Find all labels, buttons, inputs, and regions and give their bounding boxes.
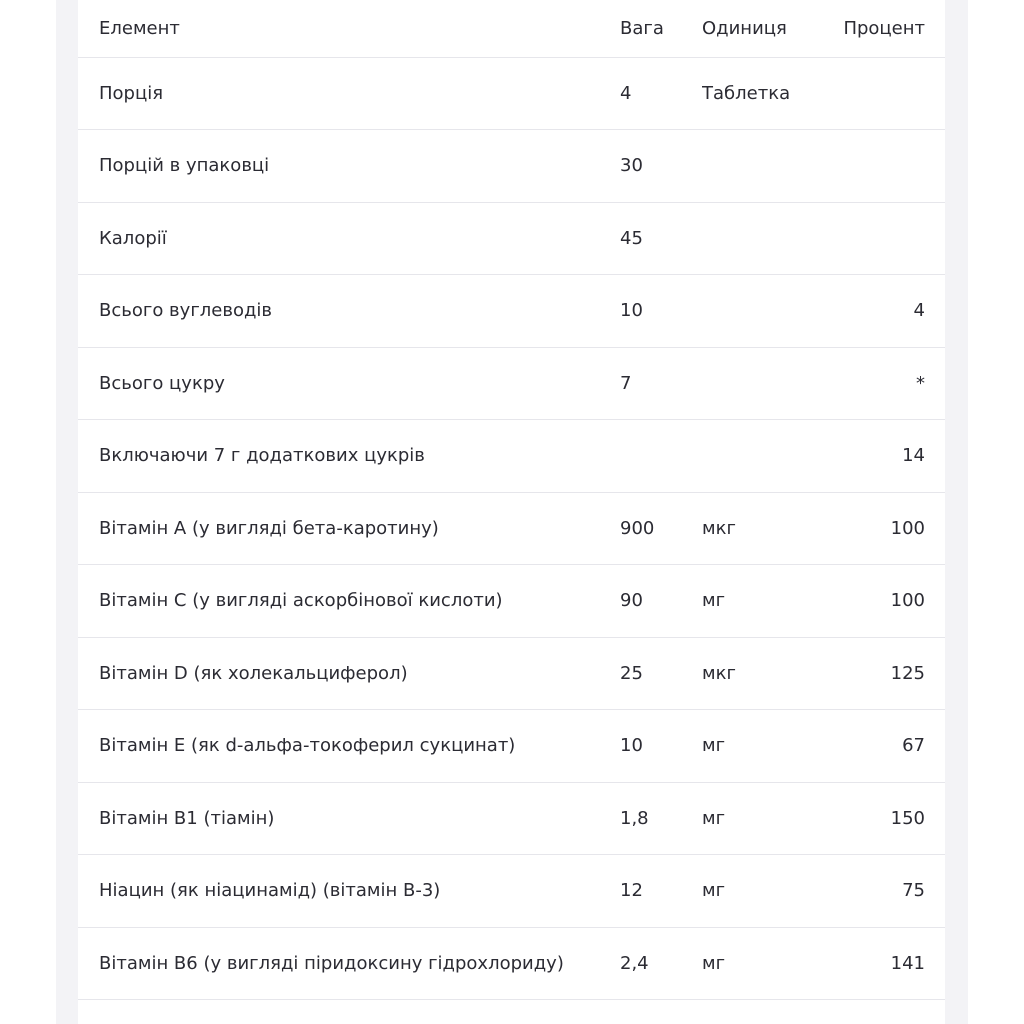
cell-weight bbox=[620, 420, 702, 493]
cell-weight: 10 bbox=[620, 275, 702, 348]
cell-percent: 4 bbox=[820, 275, 945, 348]
cell-element: Порцій в упаковці bbox=[78, 130, 620, 203]
cell-unit: Таблетка bbox=[702, 57, 820, 130]
nutrition-table bbox=[78, 0, 945, 1000]
cell-percent: 141 bbox=[820, 927, 945, 1000]
cell-unit bbox=[702, 347, 820, 420]
cell-weight: 2,4 bbox=[620, 927, 702, 1000]
table-row bbox=[78, 782, 945, 855]
cell-unit: мг bbox=[702, 782, 820, 855]
header-element: Елемент bbox=[78, 0, 620, 57]
cell-element: Всього цукру bbox=[78, 347, 620, 420]
table-row bbox=[78, 855, 945, 928]
cell-element: Вітамін B1 (тіамін) bbox=[78, 782, 620, 855]
cell-element: Вітамін A (у вигляді бета-каротину) bbox=[78, 492, 620, 565]
table-row bbox=[78, 420, 945, 493]
cell-weight: 30 bbox=[620, 130, 702, 203]
header-weight: Вага bbox=[620, 0, 702, 57]
header-row bbox=[78, 0, 945, 57]
cell-percent: 67 bbox=[820, 710, 945, 783]
cell-element: Вітамін B6 (у вигляді піридоксину гідрохлориду) bbox=[78, 927, 620, 1000]
table-header bbox=[78, 0, 945, 57]
header-percent: Процент bbox=[820, 0, 945, 57]
cell-unit: мкг bbox=[702, 637, 820, 710]
cell-element: Вітамін E (як d-альфа-токоферил сукцинат) bbox=[78, 710, 620, 783]
cell-weight: 7 bbox=[620, 347, 702, 420]
cell-weight: 45 bbox=[620, 202, 702, 275]
cell-element: Включаючи 7 г додаткових цукрів bbox=[78, 420, 620, 493]
cell-percent: * bbox=[820, 347, 945, 420]
cell-element: Вітамін D (як холекальциферол) bbox=[78, 637, 620, 710]
table-row bbox=[78, 57, 945, 130]
cell-percent: 100 bbox=[820, 492, 945, 565]
cell-unit: мг bbox=[702, 927, 820, 1000]
table-row bbox=[78, 637, 945, 710]
table-row bbox=[78, 492, 945, 565]
cell-unit: мг bbox=[702, 565, 820, 638]
table-row bbox=[78, 927, 945, 1000]
table-row bbox=[78, 565, 945, 638]
cell-unit: мг bbox=[702, 710, 820, 783]
header-unit: Одиниця bbox=[702, 0, 820, 57]
cell-weight: 25 bbox=[620, 637, 702, 710]
cell-unit bbox=[702, 275, 820, 348]
cell-percent: 150 bbox=[820, 782, 945, 855]
cell-element: Калорії bbox=[78, 202, 620, 275]
table-row bbox=[78, 347, 945, 420]
table-row bbox=[78, 275, 945, 348]
cell-weight: 4 bbox=[620, 57, 702, 130]
cell-weight: 90 bbox=[620, 565, 702, 638]
cell-weight: 12 bbox=[620, 855, 702, 928]
cell-percent: 75 bbox=[820, 855, 945, 928]
cell-percent: 125 bbox=[820, 637, 945, 710]
cell-unit bbox=[702, 130, 820, 203]
cell-percent bbox=[820, 202, 945, 275]
table-body bbox=[78, 57, 945, 1000]
cell-element: Всього вуглеводів bbox=[78, 275, 620, 348]
cell-weight: 10 bbox=[620, 710, 702, 783]
cell-unit bbox=[702, 420, 820, 493]
cell-element: Вітамін C (у вигляді аскорбінової кислоти) bbox=[78, 565, 620, 638]
cell-unit: мг bbox=[702, 855, 820, 928]
cell-element: Ніацин (як ніацинамід) (вітамін B-3) bbox=[78, 855, 620, 928]
cell-element: Порція bbox=[78, 57, 620, 130]
cell-unit bbox=[702, 202, 820, 275]
table-row bbox=[78, 202, 945, 275]
cell-percent bbox=[820, 57, 945, 130]
cell-weight: 1,8 bbox=[620, 782, 702, 855]
cell-unit: мкг bbox=[702, 492, 820, 565]
cell-weight: 900 bbox=[620, 492, 702, 565]
cell-percent: 100 bbox=[820, 565, 945, 638]
table-row bbox=[78, 130, 945, 203]
cell-percent bbox=[820, 130, 945, 203]
cell-percent: 14 bbox=[820, 420, 945, 493]
table-row bbox=[78, 710, 945, 783]
